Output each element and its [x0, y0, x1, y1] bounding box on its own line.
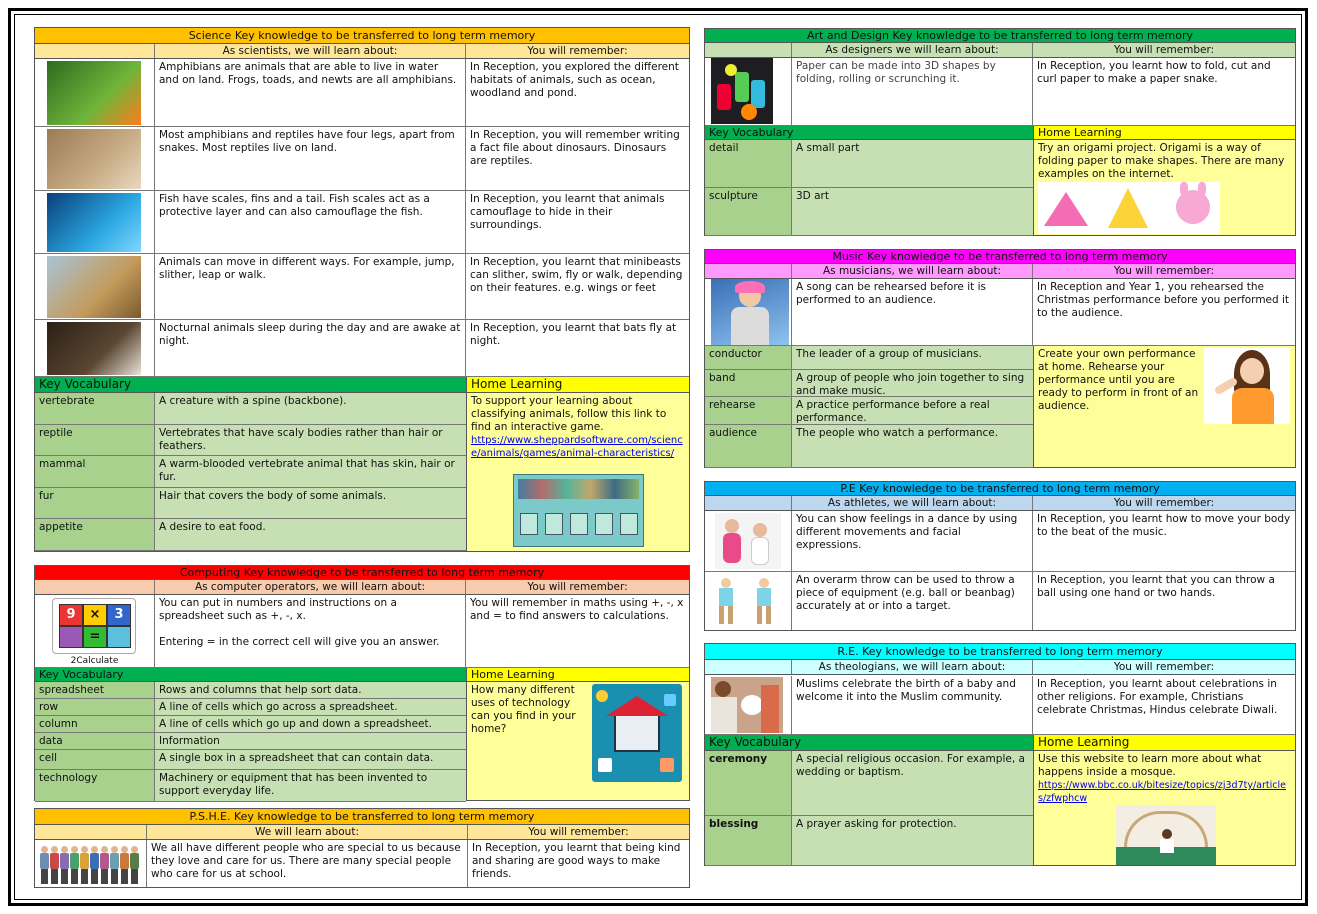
music-home-text: Create your own performance at home. Rehearse your performance until you are ready to perform in front of an audience.: [1038, 348, 1199, 412]
re-col-headers: [705, 660, 1295, 675]
art-vocab-bar: [705, 126, 1295, 140]
person-figure-body: [100, 853, 109, 869]
re-learn-header: As theologians, we will learn about:: [792, 660, 1033, 674]
pe-title: P.E Key knowledge to be transferred to long term memory: [705, 482, 1295, 496]
music-knowledge-row: [705, 279, 1295, 346]
music-home-learning: [1033, 346, 1295, 467]
science-remember-cell: In Reception, you will remember writing a fact file about dinosaurs. Dinosaurs are reptiles.: [470, 129, 680, 167]
science-vocab-row: [35, 456, 466, 488]
art-img-col-header: [705, 43, 792, 57]
person-figure-body: [90, 853, 99, 869]
badger-photo: [47, 322, 141, 375]
science-remember-header: You will remember:: [527, 45, 628, 57]
pe-throw-remember: In Reception, you learnt that you can throw a ball using one hand or two hands.: [1037, 574, 1275, 599]
computing-learn-header: As computer operators, we will learn about:: [155, 580, 466, 594]
re-vocab-bar: [705, 735, 1295, 751]
science-image-cell: [35, 191, 155, 253]
person-figure-body: [50, 853, 59, 869]
computing-vocab-row: [35, 770, 466, 802]
person-figure-body: [120, 853, 129, 869]
pshe-panel: [34, 808, 690, 888]
re-home-text: Use this website to learn more about what happens inside a mosque.: [1038, 753, 1262, 778]
computing-vocab-term: spreadsheet: [35, 682, 155, 698]
science-vocab-term: mammal: [35, 456, 155, 487]
computing-vocab-row: [35, 733, 466, 750]
science-remember-cell: In Reception, you learnt that bats fly at night.: [470, 322, 677, 347]
person-figure: [71, 846, 78, 853]
re-vocab-definition: A special religious occasion. For example, a wedding or baptism.: [792, 751, 1033, 815]
science-col-headers: [35, 44, 689, 59]
music-col-headers: [705, 264, 1295, 279]
computing-vocab-term: column: [35, 716, 155, 732]
person-figure-legs: [61, 869, 68, 884]
frog-photo: [47, 61, 141, 125]
person-figure: [121, 846, 128, 853]
computing-learn-text: You can put in numbers and instructions on a spreadsheet such as +, -, x.: [159, 597, 397, 622]
person-figure: [81, 846, 88, 853]
re-remember-cell: In Reception, you learnt about celebrations in other religions. For example, Christians celebrate Christmas, Hindus celebrate Diwali.: [1037, 678, 1278, 716]
computing-logo-cell: [35, 595, 155, 667]
science-learn-header: As scientists, we will learn about:: [155, 44, 466, 58]
person-figure-legs: [81, 869, 88, 884]
group-of-people-image: [39, 842, 143, 886]
pe-throw-learn: An overarm throw can be used to throw a piece of equipment (e.g. ball or beanbag) accurately at or into a target.: [792, 572, 1033, 630]
computing-vocab-definition: A line of cells which go across a spreadsheet.: [155, 699, 466, 715]
computing-vocab-definition: A line of cells which go up and down a spreadsheet.: [155, 716, 466, 732]
music-vocab-definition: The leader of a group of musicians.: [792, 346, 1033, 369]
science-learn-cell: Most amphibians and reptiles have four legs, apart from snakes. Most reptiles live on land.: [155, 127, 466, 190]
music-remember-header: You will remember:: [1113, 265, 1215, 277]
science-panel: [34, 27, 690, 552]
pshe-image-cell: [35, 840, 147, 887]
computing-learn-text-2: Entering = in the correct cell will give you an answer.: [159, 636, 440, 648]
2calculate-caption: 2Calculate: [70, 656, 119, 666]
re-panel: [704, 643, 1296, 866]
art-image-cell: [705, 58, 792, 125]
art-vocab-term: sculpture: [705, 188, 792, 235]
science-home-learning-label: Home Learning: [466, 377, 689, 392]
computing-panel: [34, 565, 690, 801]
science-vocab-term: fur: [35, 488, 155, 518]
person-figure-legs: [101, 869, 108, 884]
girl-singing-photo: [1204, 348, 1290, 424]
person-figure: [101, 846, 108, 853]
pe-panel: [704, 481, 1296, 631]
re-vocab-term: blessing: [705, 816, 792, 865]
music-vocab-row: [705, 425, 1033, 468]
pe-row-dance: [705, 511, 1295, 572]
snakes-photo: [47, 129, 141, 189]
2calculate-logo-icon: [52, 598, 136, 654]
pe-remember-header: You will remember:: [1113, 497, 1215, 509]
science-image-cell: [35, 127, 155, 190]
paper-shapes-photo: [711, 58, 773, 124]
re-vocab-definition: A prayer asking for protection.: [792, 816, 1033, 865]
art-vocab-row: [705, 188, 1033, 236]
computing-learn-cell: [155, 595, 466, 667]
computing-key-vocab-label: Key Vocabulary: [35, 668, 466, 681]
music-learn-header: As musicians, we will learn about:: [792, 264, 1033, 278]
person-figure-body: [40, 853, 49, 869]
computing-vocab-bar: [35, 668, 689, 682]
science-image-cell: [35, 320, 155, 376]
re-img-col-header: [705, 660, 792, 674]
art-key-vocab-label: Key Vocabulary: [705, 126, 1033, 139]
science-image-cell: [35, 254, 155, 319]
computing-vocab-row: [35, 716, 466, 733]
music-title: Music Key knowledge to be transferred to long term memory: [705, 250, 1295, 264]
computing-vocab-row: [35, 750, 466, 770]
person-figure-legs: [91, 869, 98, 884]
person-figure: [131, 846, 138, 853]
art-vocab-definition: A small part: [792, 140, 1033, 187]
dancers-photo: [715, 513, 781, 569]
person-figure-legs: [111, 869, 118, 884]
art-learn-cell: Paper can be made into 3D shapes by folding, rolling or scrunching it.: [792, 58, 1033, 125]
person-figure: [91, 846, 98, 853]
person-figure-body: [80, 853, 89, 869]
science-home-learning: [466, 393, 689, 551]
music-vocab-term: conductor: [705, 346, 792, 369]
re-title: R.E. Key knowledge to be transferred to long term memory: [705, 644, 1295, 660]
music-learn-cell: A song can be rehearsed before it is performed to an audience.: [792, 279, 1033, 345]
music-image-cell: [705, 279, 792, 345]
re-image-cell: [705, 676, 792, 734]
computing-vocab-definition: A single box in a spreadsheet that can contain data.: [155, 750, 466, 769]
science-remember-cell: In Reception, you learnt that minibeasts can slither, swim, fly or walk, depending on their features. e.g. wings or feet: [470, 256, 683, 294]
computing-img-col-header: [35, 580, 155, 594]
computing-home-learning-label: Home Learning: [466, 668, 689, 681]
art-remember-header: You will remember:: [1113, 44, 1215, 56]
science-vocab-bar: [35, 377, 689, 393]
science-img-col-header: [35, 44, 155, 58]
computing-home-text: How many different uses of technology can you find in your home?: [471, 684, 576, 735]
music-panel: [704, 249, 1296, 468]
person-figure-body: [60, 853, 69, 869]
science-learn-cell: Animals can move in different ways. For example, jump, slither, leap or walk.: [155, 254, 466, 319]
person-figure-legs: [121, 869, 128, 884]
art-learn-header: As designers we will learn about:: [792, 43, 1033, 57]
logo-cell-times: ×: [83, 604, 107, 626]
person-figure-body: [130, 853, 139, 869]
computing-vocab-definition: Information: [155, 733, 466, 749]
science-key-vocab-label: Key Vocabulary: [35, 377, 466, 392]
science-learn-cell: Amphibians are animals that are able to live in water and on land. Frogs, toads, and newts are all amphibians.: [155, 59, 466, 126]
pe-learn-header: As athletes, we will learn about:: [792, 496, 1033, 510]
pe-col-headers: [705, 496, 1295, 511]
person-figure-legs: [131, 869, 138, 884]
pshe-row: [35, 840, 689, 887]
person-figure-legs: [71, 869, 78, 884]
science-vocab-definition: Hair that covers the body of some animals.: [155, 488, 466, 518]
art-home-text: Try an origami project. Origami is a way of folding paper to make shapes. There are many examples on the internet.: [1038, 142, 1285, 180]
computing-col-headers: [35, 580, 689, 595]
computing-vocab-term: row: [35, 699, 155, 715]
science-vocab-row: [35, 425, 466, 456]
science-vocab-term: vertebrate: [35, 393, 155, 424]
person-figure: [51, 846, 58, 853]
re-knowledge-row: [705, 676, 1295, 735]
computing-remember-cell: You will remember in maths using +, -, x and = to find answers to calculations.: [470, 597, 684, 622]
computing-vocab-row: [35, 682, 466, 699]
logo-cell-9: 9: [59, 604, 83, 626]
science-vocab-row: [35, 488, 466, 519]
pshe-img-col-header: [35, 825, 147, 839]
computing-vocab-definition: Machinery or equipment that has been invented to support everyday life.: [155, 770, 466, 801]
person-figure: [61, 846, 68, 853]
pe-dance-remember: In Reception, you learnt how to move your body to the beat of the music.: [1037, 513, 1291, 538]
art-home-learning: [1033, 140, 1295, 235]
music-vocab-definition: A practice performance before a real performance.: [792, 397, 1033, 424]
music-remember-cell: In Reception and Year 1, you rehearsed the Christmas performance before you performed it to the audience.: [1037, 281, 1290, 319]
computing-vocab-row: [35, 699, 466, 716]
computing-vocab-term: technology: [35, 770, 155, 801]
fish-photo: [47, 193, 141, 252]
art-home-learning-label: Home Learning: [1033, 126, 1295, 139]
art-title: Art and Design Key knowledge to be transferred to long term memory: [705, 29, 1295, 43]
science-title: Science Key knowledge to be transferred to long term memory: [35, 28, 689, 44]
re-home-learning-label: Home Learning: [1033, 735, 1295, 750]
art-col-headers: [705, 43, 1295, 58]
pe-throw-image-cell: [705, 572, 792, 630]
re-learn-cell: Muslims celebrate the birth of a baby and welcome it into the Muslim community.: [792, 676, 1033, 734]
science-vocab-definition: A creature with a spine (backbone).: [155, 393, 466, 424]
science-vocab-definition: A desire to eat food.: [155, 519, 466, 550]
kangaroo-photo: [47, 256, 141, 318]
computing-knowledge-row: [35, 595, 689, 668]
art-panel: [704, 28, 1296, 236]
re-remember-header: You will remember:: [1113, 661, 1215, 673]
music-vocab-row: [705, 370, 1033, 397]
logo-cell-3: 3: [107, 604, 131, 626]
pe-row-throw: [705, 572, 1295, 630]
science-vocab-definition: A warm-blooded vertebrate animal that has skin, hair or fur.: [155, 456, 466, 487]
mosque-interior-image: [1116, 805, 1216, 865]
science-home-link[interactable]: https://www.sheppardsoftware.com/science/animals/games/animal-characteristics/: [471, 435, 683, 459]
music-vocab-term: band: [705, 370, 792, 396]
person-figure-body: [70, 853, 79, 869]
computing-title: Computing Key knowledge to be transferred to long term memory: [35, 566, 689, 580]
science-row: [35, 59, 689, 127]
pshe-remember-header: You will remember:: [528, 826, 629, 838]
computing-vocab-term: data: [35, 733, 155, 749]
art-knowledge-row: [705, 58, 1295, 126]
music-vocab-definition: The people who watch a performance.: [792, 425, 1033, 467]
science-vocab-term: reptile: [35, 425, 155, 455]
science-row: [35, 254, 689, 320]
art-remember-cell: In Reception, you learnt how to fold, cut and curl paper to make a paper snake.: [1037, 60, 1271, 85]
art-vocab-row: [705, 140, 1033, 188]
computing-vocab-definition: Rows and columns that help sort data.: [155, 682, 466, 698]
children-throwing-image: [713, 574, 789, 628]
science-vocab-definition: Vertebrates that have scaly bodies rather than hair or feathers.: [155, 425, 466, 455]
science-vocab-row: [35, 393, 466, 425]
art-vocab-definition: 3D art: [792, 188, 1033, 235]
science-home-text: To support your learning about classifying animals, follow this link to find an interactive game.: [471, 395, 667, 433]
pshe-learn-cell: We all have different people who are special to us because they love and care for us. There are many special people who care for us at school.: [147, 840, 468, 887]
computing-home-learning: [466, 682, 689, 800]
re-vocab-row: [705, 751, 1033, 816]
music-vocab-term: audience: [705, 425, 792, 467]
pshe-col-headers: [35, 825, 689, 840]
music-vocab-row: [705, 397, 1033, 425]
science-row: [35, 191, 689, 254]
science-learn-cell: Nocturnal animals sleep during the day and are awake at night.: [155, 320, 466, 376]
science-vocab-term: appetite: [35, 519, 155, 550]
person-figure-body: [110, 853, 119, 869]
origami-animals-image: [1038, 182, 1220, 234]
pshe-title: P.S.H.E. Key knowledge to be transferred to long term memory: [35, 809, 689, 825]
science-remember-cell: In Reception, you learnt that animals camouflage to hide in their surroundings.: [470, 193, 665, 231]
science-vocab-row: [35, 519, 466, 551]
science-row: [35, 127, 689, 191]
pe-img-col-header: [705, 496, 792, 510]
person-figure: [111, 846, 118, 853]
science-image-cell: [35, 59, 155, 126]
music-vocab-definition: A group of people who join together to sing and make music.: [792, 370, 1033, 396]
person-figure-legs: [51, 869, 58, 884]
pe-dance-learn: You can show feelings in a dance by using different movements and facial expressions.: [792, 511, 1033, 571]
music-img-col-header: [705, 264, 792, 278]
music-vocab-row: [705, 346, 1033, 370]
pshe-learn-header: We will learn about:: [147, 825, 468, 839]
re-vocab-row: [705, 816, 1033, 866]
animal-sorting-game-image: [513, 474, 644, 547]
re-key-vocab-label: Key Vocabulary: [705, 735, 1033, 750]
person-figure: [41, 846, 48, 853]
pshe-remember-cell: In Reception, you learnt that being kind and sharing are good ways to make friends.: [472, 842, 681, 880]
logo-cell-equals: =: [83, 626, 107, 648]
science-remember-cell: In Reception, you explored the different habitats of animals, such as ocean, woodland and pond.: [470, 61, 679, 99]
music-vocab-term: rehearse: [705, 397, 792, 424]
re-home-learning: [1033, 751, 1295, 865]
singer-photo: [711, 279, 789, 345]
person-figure-legs: [41, 869, 48, 884]
science-row: [35, 320, 689, 377]
smart-home-illustration: [592, 684, 682, 782]
re-home-link[interactable]: https://www.bbc.co.uk/bitesize/topics/zj3d7ty/articles/zfwphcw: [1038, 780, 1286, 804]
art-vocab-term: detail: [705, 140, 792, 187]
re-vocab-term: ceremony: [705, 751, 792, 815]
pe-dance-image-cell: [705, 511, 792, 571]
science-learn-cell: Fish have scales, fins and a tail. Fish scales act as a protective layer and can also camouflage the fish.: [155, 191, 466, 253]
baby-ceremony-photo: [711, 677, 783, 733]
computing-remember-header: You will remember:: [527, 581, 628, 593]
computing-vocab-term: cell: [35, 750, 155, 769]
